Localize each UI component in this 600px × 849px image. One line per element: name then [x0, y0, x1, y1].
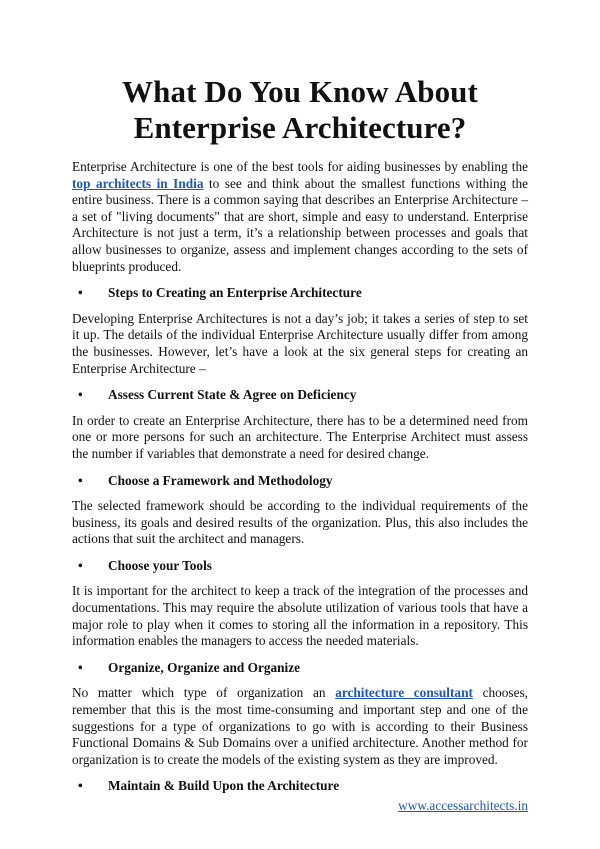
bullet-icon: •: [78, 659, 83, 675]
bullet-icon: •: [78, 557, 83, 573]
architecture-consultant-link[interactable]: architecture consultant: [335, 685, 473, 701]
section-paragraph-steps: Developing Enterprise Architectures is not a day’s job; it takes a series of step to set it up. The details of the individual Enterprise Architecture usually differ from among the businesses. However, let’s have a look at the six general steps for creating an Enterprise Architecture –: [72, 310, 528, 376]
section-paragraph-assess: In order to create an Enterprise Architecture, there has to be a determined need from one or more persons for such an architecture. The Enterprise Architect must assess the number if variables that demonstrate a need for desired change.: [72, 412, 528, 461]
bullet-icon: •: [78, 778, 83, 794]
bullet-icon: •: [78, 387, 83, 403]
footer-website-link[interactable]: www.accessarchitects.in: [398, 798, 528, 813]
organize-text-before: No matter which type of organization an: [72, 685, 336, 701]
step-heading-label: Assess Current State & Agree on Deficiency: [108, 387, 357, 403]
step-heading-label: Choose your Tools: [108, 557, 212, 573]
step-heading-label: Organize, Organize and Organize: [108, 659, 301, 675]
organize-text-after: chooses, remember that this is the most time-consuming and important step and one of the suggestions for a type of organizations to go with is according to their Business Functional Domains & Sub Domains over a unified architecture. Another method for organization is to create the models of the existing system as they are improved.: [72, 685, 529, 767]
step-heading-label: Choose a Framework and Methodology: [108, 472, 333, 488]
step-heading-tools: [72, 558, 528, 575]
step-heading-framework: [72, 473, 528, 490]
step-heading-label: Maintain & Build Upon the Architecture: [108, 778, 340, 794]
section-paragraph-framework: The selected framework should be according to the individual requirements of the business, its goals and desired results of the organization. Plus, this also includes the actions that suit the architect and managers.: [72, 498, 528, 547]
intro-paragraph: [72, 159, 528, 275]
step-heading-organize: [72, 660, 528, 677]
intro-text-before: Enterprise Architecture is one of the best tools for aiding businesses by enabling the: [72, 159, 528, 174]
top-architects-link[interactable]: top architects in India: [72, 175, 204, 191]
step-heading-label: Steps to Creating an Enterprise Architecture: [108, 285, 362, 301]
section-paragraph-organize: [72, 685, 528, 768]
step-heading-assess: [72, 387, 528, 404]
page-title: [72, 0, 528, 146]
step-heading-maintain: [72, 778, 528, 795]
bullet-icon: •: [78, 285, 83, 301]
step-heading-steps: [72, 285, 528, 302]
title-line-2: Enterprise Architecture?: [133, 110, 467, 145]
bullet-icon: •: [78, 472, 83, 488]
intro-text-after: to see and think about the smallest functions withing the entire business. There is a common saying that describes an Enterprise Architecture – a set of "living documents" that are short, simple and easy to understand. Enterprise Architecture is not just a term, it’s a relationship between processes and goals that allow businesses to organize, assess and implement changes according to the sets of blueprints produced.: [72, 175, 528, 274]
title-line-1: What Do You Know About: [122, 74, 478, 109]
section-paragraph-tools: It is important for the architect to keep a track of the integration of the processes and documentations. This may require the absolute utilization of various tools that have a major role to play when it comes to storing all the information in a repository. This information enables the managers to access the needed materials.: [72, 583, 528, 649]
